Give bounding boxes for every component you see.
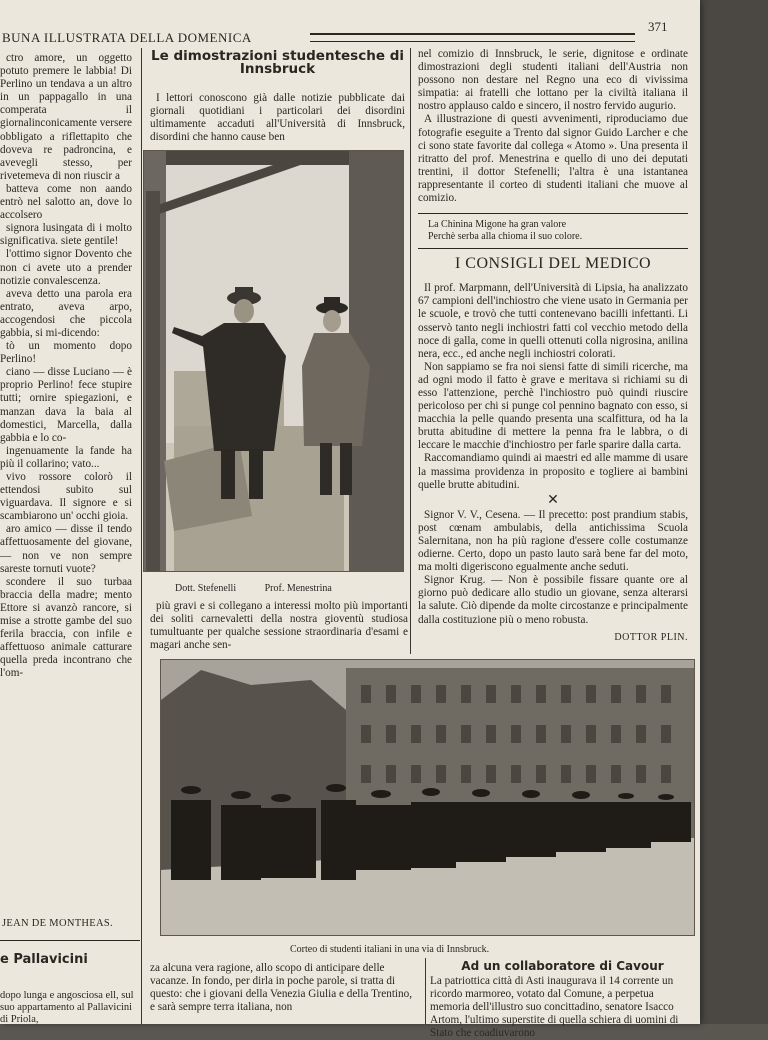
article-title: Le dimostrazioni studentesche di Innsbruck — [151, 48, 404, 78]
left-column — [0, 52, 132, 681]
ad-line: La Chinina Migone ha gran valore — [428, 219, 567, 231]
left-article-text — [0, 990, 140, 1026]
middle-bottom-text — [150, 962, 415, 1014]
cavour-article-title: Ad un collaboratore di Cavour — [461, 959, 664, 973]
middle-paragraph-top: I lettori conoscono già dalle notizie pubblicate dai giornali quotidiani i particolari dei disordini ultimamente accaduti all'Università di Innsbruck, disordini che hanno cause ben — [150, 92, 405, 144]
middle-column-continued — [150, 600, 408, 652]
advertisement-box — [418, 213, 688, 249]
left-paragraph: batteva come non aando entrò nel salotto an, dove lo accolsero — [0, 182, 132, 222]
medico-paragraph: Non sappiamo se fra noi siensi fatte di simili ricerche, ma ad ogni modo il fatto è grave e meritava si richiami su di esso l'attenzione, perchè l'inchiostro può quindi riuscire pericoloso per chi si punge col pennino bagnato con esso, si macchia la pelle quando presenta una scalfittura, od ha la brutta abitudine di mettere la penna fra le labbra, o di leccare le macchie d'inchiostro per farle sparire dalla carta. — [418, 360, 688, 452]
left-paragraph: signora lusingata di i molto significativa. siete gentile! — [0, 222, 132, 248]
medico-paragraph: Signor Krug. — Non è possibile fissare quante ore al giorno può dedicare allo studio un giovane, senza alterarsi la salute. Ciò dipende da molte circostanze e principalmente dalla costituzione più o meno robusta. — [418, 574, 688, 626]
middle-column — [150, 50, 405, 145]
parade-caption: Corteo di studenti italiani in una via di Innsbruck. — [290, 944, 490, 955]
left-paragraph: aveva detto una parola era entrato, aveva arpo, accogendosi che piccola gabbia, si mi-dicendo: — [0, 287, 132, 339]
left-signature: JEAN DE MONTHEAS. — [2, 918, 113, 929]
caption-stefenelli: Dott. Stefenelli — [175, 583, 237, 594]
caption-menestrina: Prof. Menestrina — [264, 583, 332, 594]
separator-icon: ✕ — [547, 492, 559, 508]
medico-signature: DOTTOR PLIN. — [614, 631, 688, 643]
column-divider-right — [410, 48, 411, 654]
left-paragraph: ctro amore, un oggetto potuto premere le labbia! Di Perlino un tendava a un altro in un pappagallo in una comperata il giornalinconicamente versere obbligato a riflettapito che doveva re padroncina, e avevegli stesso, per rivetemeva di non riuscir a — [0, 52, 133, 182]
column-divider-left — [141, 48, 142, 1024]
parade-photograph — [160, 659, 695, 936]
right-bottom-article — [430, 960, 695, 1040]
ad-line: Perchè serba alla chioma il suo colore. — [428, 231, 583, 243]
left-article-title: e Pallavicini — [0, 952, 88, 967]
portrait-caption — [175, 583, 358, 594]
portrait-photograph — [143, 150, 404, 572]
medico-paragraph: Il prof. Marpmann, dell'Università di Lipsia, ha analizzato 67 campioni dell'inchiostro che viene usato in Germania per le scuole, e trovò che tutti contenevano bacilli infettanti. Li osservò tanto negli inchiostri fatti col vecchio metodo della noce di galla, come in quelli ottenuti colla nigrosina, anilina nera, ecc., ed anche negli inchiostri colorati. — [418, 282, 688, 360]
left-paragraph: tò un momento dopo Perlino! — [0, 340, 132, 366]
right-paragraph: nel comizio di Innsbruck, le serie, dignitose e ordinate dimostrazioni degli studenti italiani dell'Austria non possono non destare nel Regno una eco di vivissima simpatia: ai fratelli che lottano per la civiltà italiana il nostro applauso caldo e sincero, il nostro fervido augurio. — [418, 48, 688, 113]
middle-bottom-paragraph: za alcuna vera ragione, allo scopo di anticipare delle vacanze. In fondo, per dirla in poche parole, si tratta di questo: che i giovani della Venezia Giulia e della Trentino, e sarà sempre terra italiana, non — [150, 962, 413, 1014]
masthead-title: BUNA ILLUSTRATA DELLA DOMENICA — [2, 30, 252, 45]
left-paragraph: ciano — disse Luciano — è proprio Perlino! fece stupire tutti; ornire spiegazioni, e manzan dava la baia al domestici, Marcella, dalla gabbia e lo co- — [0, 366, 132, 444]
right-paragraph: A illustrazione di questi avvenimenti, riproduciamo due fotografie eseguite a Trento dal signor Guido Larcher e che ci sono state favorite dal collega « Atomo ». Una presenta il ritratto del prof. Menestrina e quello di uno dei deputati trentini, il dottor Stefenelli; l'altra è una istantanea rappresentante il corteo di studenti italiani che muove al comizio. — [418, 113, 688, 205]
left-paragraph: vivo rossore colorò il ettendosi subito sul viguardava. Il signore e si scambiarono un' occhi gioia. — [0, 471, 132, 523]
medico-paragraph: Signor V. V., Cesena. — Il precetto: post prandium stabis, post cœnam ambulabis, della antichissima Scuola Salernitana, non ha più ragione d'essere colle costumanze odierne. Certo, dopo un pasto lauto sarà bene far del moto, ma molti digeriscono egualmente anche seduti. — [418, 508, 688, 574]
page-number: 371 — [648, 19, 668, 34]
right-column — [418, 48, 688, 644]
portrait-photograph-image — [144, 151, 403, 571]
middle-paragraph-after: più gravi e si collegano a interessi molto più importanti dei soliti carnevaletti della nostra gioventù studiosa tumultuante per qualche sessione straordinaria d'esami e magari anche sen- — [150, 600, 408, 652]
left-paragraph: ingenuamente la fande ha più il collarino; vato... — [0, 444, 132, 470]
medico-paragraph: Raccomandiamo quindi ai maestri ed alle mamme di usare la massima providenza in proposito e togliere ai bambini quelle brutte abitudini. — [418, 452, 688, 491]
section-title: I CONSIGLI DEL MEDICO — [454, 255, 652, 273]
page-edge-background — [700, 0, 768, 1024]
cavour-article-text: La patriottica città di Asti inaugurava il 14 corrente un ricordo marmoreo, votato dal Comune, a perpetua memoria dell'illustro suo concittadino, senatore Isacco Artom, l'ultimo superstite di quella schiera di uomini di Stato che coadiuvarono — [430, 975, 679, 1039]
left-bottom-paragraph: dopo lunga e angosciosa ell, sul suo appartamento al Pallavicini di Priola, — [0, 990, 134, 1025]
left-paragraph: scondere il suo turbaa braccia della madre; mento Ettore si avanzò rancore, si mise a strotte gambe del suo ferila braccia, con infile e affettuoso animale catturare quella preda incontrano che l'om- — [0, 575, 132, 680]
header-rule — [310, 33, 635, 42]
left-paragraph: aro amico — disse il tendo affettuosamente del giovane, — non ve non sempre sareste tornuti vuote? — [0, 523, 132, 575]
column-divider-bottom — [425, 958, 426, 1024]
parade-photograph-image — [161, 660, 694, 935]
left-section-rule — [0, 940, 140, 945]
left-paragraph: l'ottimo signor Dovento che non ci avete uto a prender notizie convalescenza. — [0, 248, 132, 287]
